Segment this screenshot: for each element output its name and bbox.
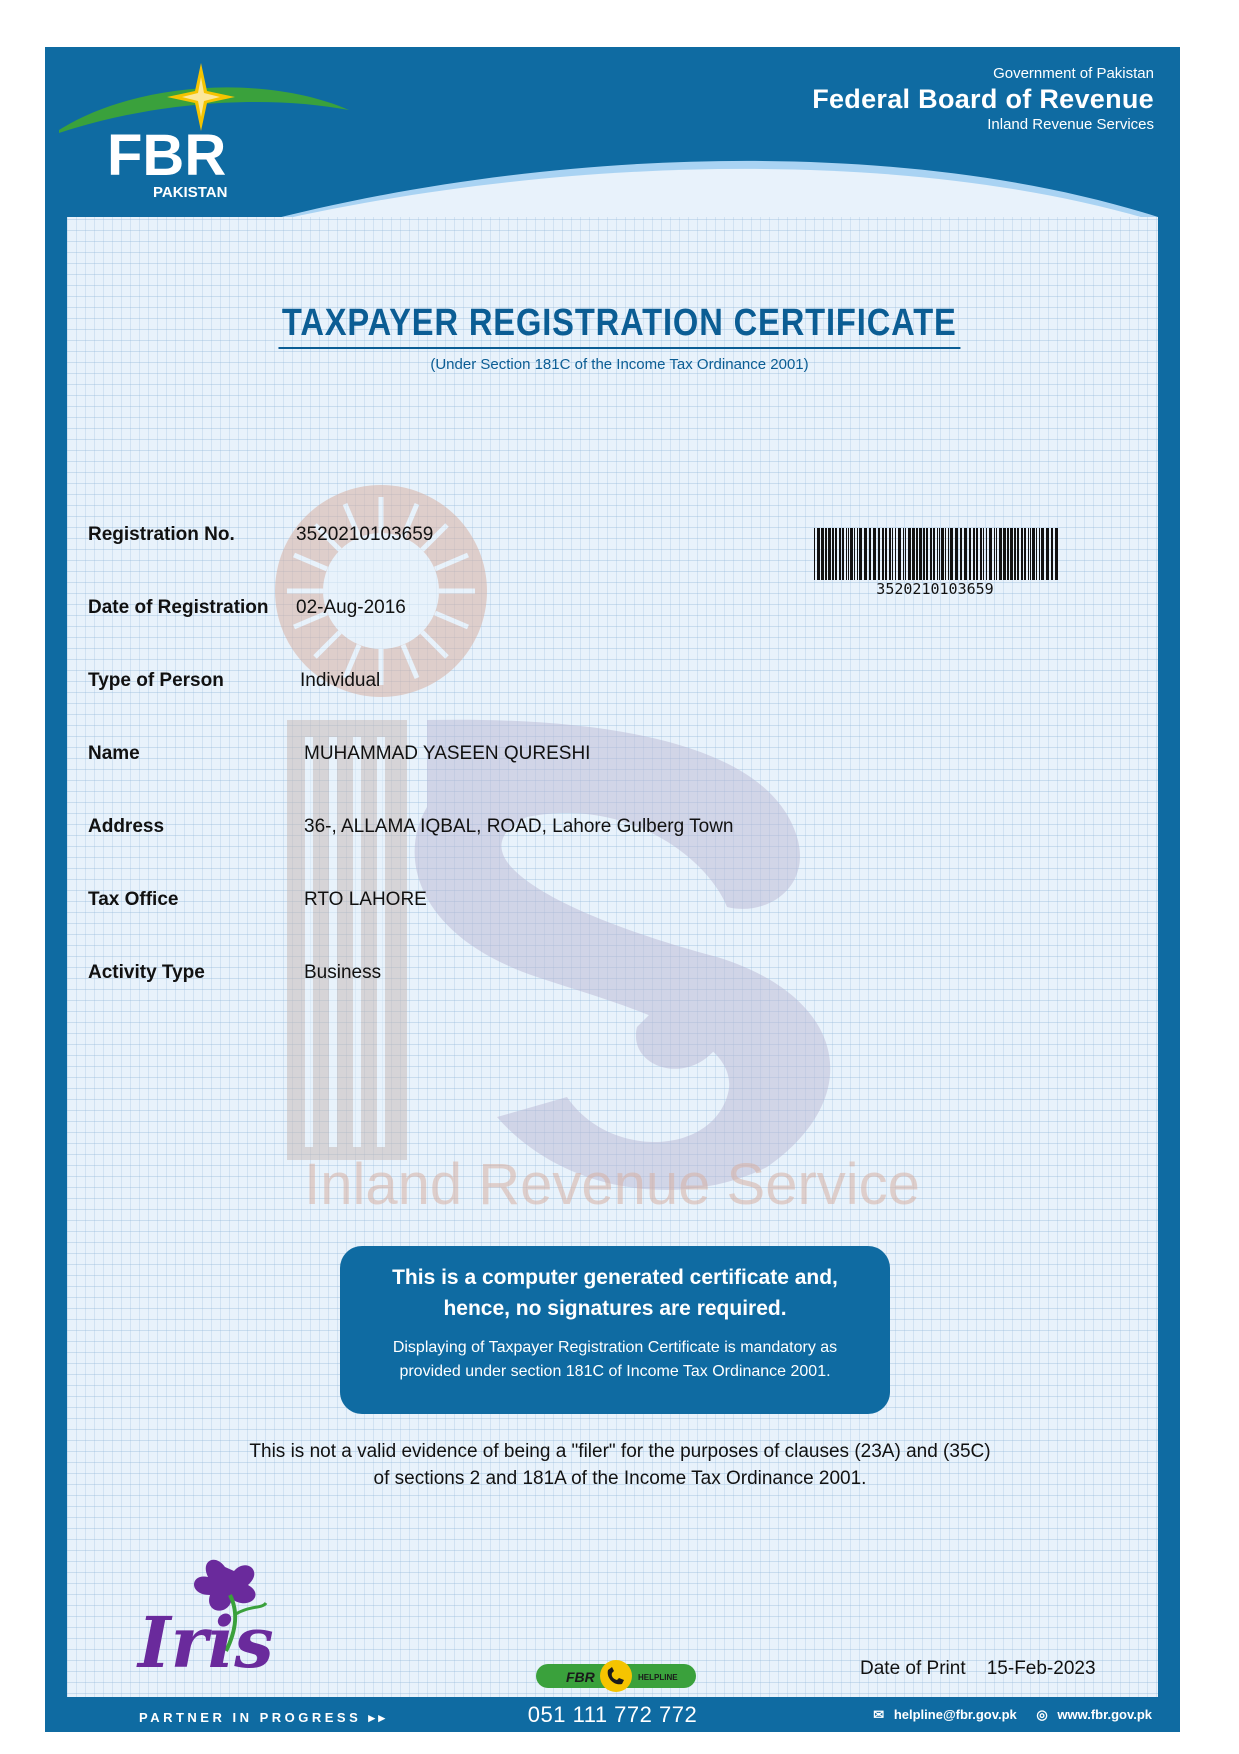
barcode-bar (937, 528, 938, 580)
barcode (812, 528, 1058, 580)
barcode-bar (933, 528, 935, 580)
certificate-subtitle: (Under Section 181C of the Income Tax Ordinance 2001) (430, 356, 809, 373)
barcode-bar (923, 528, 925, 580)
helpline-badge (536, 1660, 696, 1692)
email-icon: ✉ (873, 1707, 885, 1722)
activity-type-value: Business (304, 962, 382, 983)
barcode-bar (832, 528, 834, 580)
agency-name: Federal Board of Revenue (812, 84, 1154, 114)
barcode-bar (955, 528, 958, 580)
tax-office-value: RTO LAHORE (304, 889, 427, 910)
barcode-bar (885, 528, 887, 580)
barcode-bar (859, 528, 862, 580)
fbr-logo-subtext: PAKISTAN (153, 184, 228, 201)
activity-type-label: Activity Type (88, 962, 205, 983)
iris-text: Iris (138, 1601, 274, 1673)
partner-in-progress: PARTNER IN PROGRESS ▸▸ (139, 1710, 389, 1725)
barcode-bar (945, 528, 946, 580)
registration-no-value: 3520210103659 (296, 524, 434, 545)
tax-office-label: Tax Office (88, 889, 179, 910)
barcode-bar (892, 528, 893, 580)
barcode-bar (930, 528, 932, 580)
barcode-bar (976, 528, 978, 580)
barcode-bar (821, 528, 824, 580)
type-of-person-value: Individual (300, 670, 381, 691)
date-of-print (860, 1658, 1096, 1680)
barcode-bar (1041, 528, 1044, 580)
filer-disclaimer (180, 1438, 1060, 1492)
barcode-bar (825, 528, 827, 580)
barcode-bar (939, 528, 940, 580)
barcode-bar (989, 528, 992, 580)
barcode-bar (1036, 528, 1037, 580)
barcode-bar (1024, 528, 1026, 580)
barcode-bar (1039, 528, 1040, 580)
barcode-bar (994, 528, 995, 580)
barcode-bar (1003, 528, 1006, 580)
date-of-print-label: Date of Print (860, 1658, 966, 1679)
barcode-bar (857, 528, 858, 580)
filer-line-1: This is not a valid evidence of being a "filer" for the purposes of clauses (23A) and (35C) (249, 1441, 991, 1462)
barcode-bar (1051, 528, 1053, 580)
barcode-bar (814, 528, 815, 580)
barcode-bar (850, 528, 853, 580)
footer-bar (45, 1697, 1180, 1732)
barcode-bar (873, 528, 876, 580)
barcode-bar (960, 528, 962, 580)
notice-line-2: hence, no signatures are required. (443, 1297, 787, 1320)
barcode-bar (1021, 528, 1023, 580)
date-of-registration-value: 02-Aug-2016 (296, 597, 406, 618)
barcode-bar (983, 528, 984, 580)
barcode-bar (1046, 528, 1049, 580)
sun-emblem (275, 485, 487, 697)
certificate-title-wrap (0, 302, 1239, 349)
barcode-bar (882, 528, 884, 580)
barcode-bar (1030, 528, 1031, 580)
iris-logo (130, 1555, 280, 1673)
barcode-bar (828, 528, 831, 580)
computer-generated-notice (340, 1246, 890, 1414)
barcode-bar (1032, 528, 1035, 580)
irs-watermark (67, 217, 1158, 1727)
barcode-bar (1017, 528, 1019, 580)
barcode-bar (1007, 528, 1009, 580)
barcode-bar (839, 528, 841, 580)
barcode-bar (869, 528, 871, 580)
helpline-email[interactable]: helpline@fbr.gov.pk (893, 1707, 1017, 1722)
barcode-bar (817, 528, 820, 580)
barcode-bar (846, 528, 847, 580)
header-agency-block (812, 65, 1154, 133)
government-label: Government of Pakistan (993, 65, 1154, 82)
barcode-bar (996, 528, 997, 580)
barcode-bar (889, 528, 891, 580)
barcode-bar (941, 528, 944, 580)
date-of-print-value: 15-Feb-2023 (986, 1658, 1096, 1679)
filer-line-2: of sections 2 and 181A of the Income Tax Ordinance 2001. (373, 1468, 867, 1489)
barcode-bar (898, 528, 901, 580)
certificate-title: TAXPAYER REGISTRATION CERTIFICATE (279, 302, 961, 349)
barcode-bar (1028, 528, 1029, 580)
helpline-badge-fbr: FBR (566, 1669, 595, 1685)
globe-icon: ◎ (1036, 1707, 1048, 1722)
footer-contact (867, 1707, 1152, 1723)
fbr-logo-text: FBR (107, 123, 227, 188)
barcode-bar (848, 528, 849, 580)
barcode-bar (980, 528, 982, 580)
address-value: 36-, ALLAMA IQBAL, ROAD, Lahore Gulberg Town (304, 816, 734, 837)
name-value: MUHAMMAD YASEEN QURESHI (304, 743, 591, 764)
barcode-bar (912, 528, 915, 580)
name-label: Name (88, 743, 140, 764)
barcode-bar (986, 528, 987, 580)
barcode-bar (835, 528, 837, 580)
barcode-bar (1014, 528, 1016, 580)
barcode-bar (895, 528, 896, 580)
registration-no-label: Registration No. (88, 524, 235, 545)
helpline-phone: 051 111 772 772 (527, 1702, 698, 1727)
barcode-bar (916, 528, 918, 580)
division-name: Inland Revenue Services (987, 116, 1154, 133)
barcode-bar (864, 528, 867, 580)
irs-letters (287, 720, 830, 1190)
barcode-bar (1010, 528, 1013, 580)
barcode-bar (926, 528, 928, 580)
barcode-bar (969, 528, 971, 580)
website-link[interactable]: www.fbr.gov.pk (1057, 1707, 1152, 1722)
address-label: Address (88, 816, 165, 837)
fbr-logo (49, 55, 369, 205)
barcode-bar (878, 528, 880, 580)
barcode-bar (905, 528, 906, 580)
barcode-bar (1055, 528, 1058, 580)
notice-line-4: provided under section 181C of Income Tax Ordinance 2001. (399, 1363, 831, 1380)
watermark-text: Inland Revenue Service (304, 1152, 920, 1217)
notice-line-1: This is a computer generated certificate and, (392, 1266, 838, 1289)
barcode-text: 3520210103659 (876, 580, 994, 598)
barcode-bar (999, 528, 1002, 580)
barcode-bar (948, 528, 949, 580)
barcode-bar (908, 528, 911, 580)
barcode-bar (950, 528, 953, 580)
barcode-bar (903, 528, 904, 580)
date-of-registration-label: Date of Registration (88, 597, 269, 618)
barcode-bar (973, 528, 975, 580)
barcode-bar (964, 528, 967, 580)
helpline-badge-label: HELPLINE (638, 1673, 678, 1682)
type-of-person-label: Type of Person (88, 670, 224, 691)
barcode-bar (854, 528, 855, 580)
notice-line-3: Displaying of Taxpayer Registration Certificate is mandatory as (392, 1339, 838, 1356)
barcode-bar (919, 528, 922, 580)
barcode-bar (842, 528, 844, 580)
